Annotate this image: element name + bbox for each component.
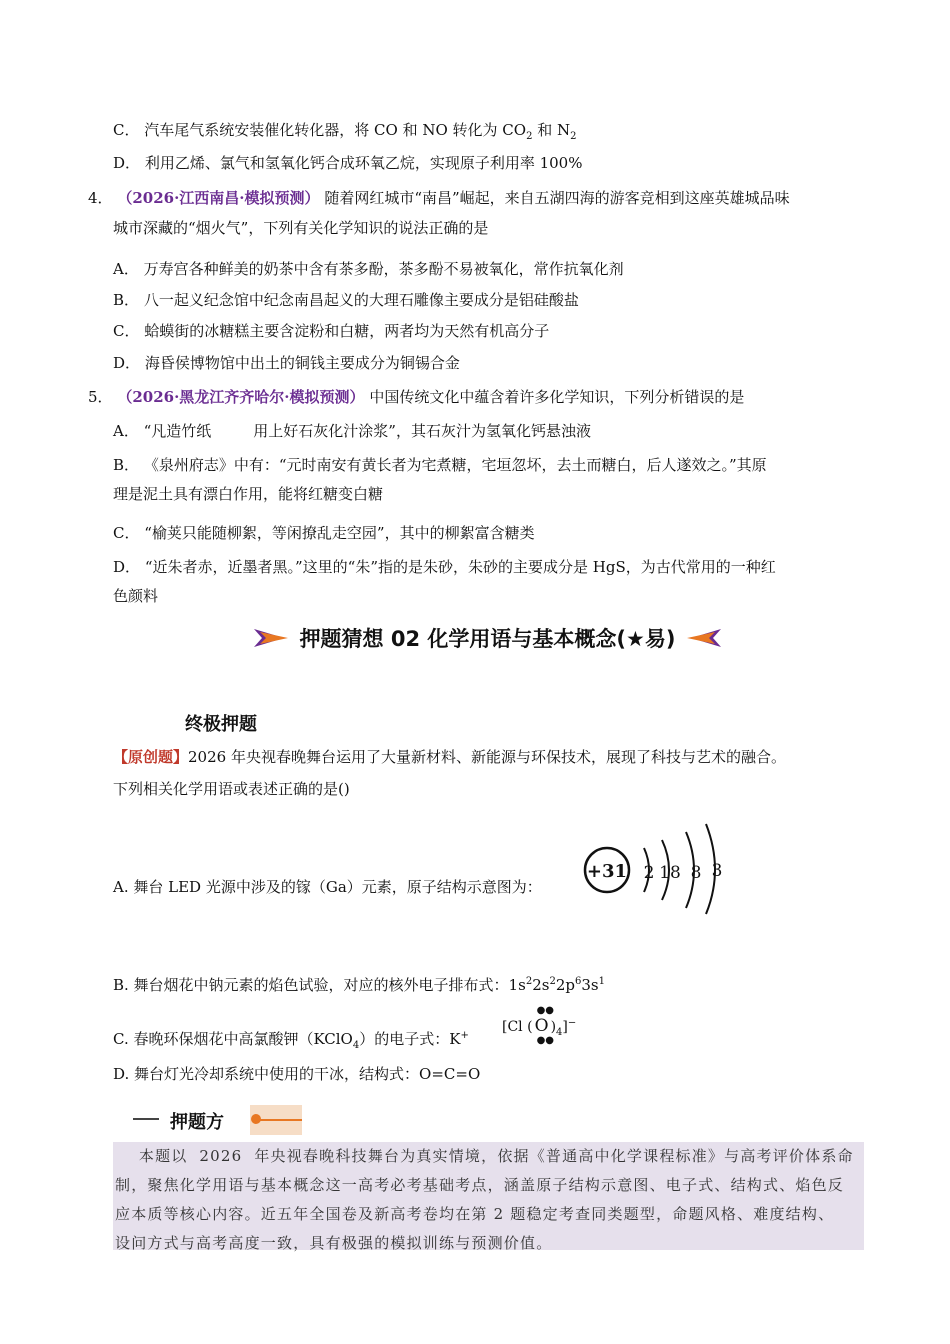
shell-electrons-3: 8 xyxy=(690,863,702,883)
section-banner xyxy=(215,622,760,654)
left-arrow-icon xyxy=(685,627,721,649)
q5-stem: 5． （2026·黑龙江齐齐哈尔·模拟预测） 中国传统文化中蕴含着许多化学知识，下列分析错误的是 xyxy=(88,388,745,406)
q4-option-a: A． 万寿宫各种鲜美的奶茶中含有茶多酚，茶多酚不易被氧化，常作抗氧化剂 xyxy=(113,260,624,278)
q5-source-tag: （2026·黑龙江齐齐哈尔·模拟预测） xyxy=(117,388,365,406)
original-option-a: A. 舞台 LED 光源中涉及的镓（Ga）元素，原子结构示意图为： xyxy=(113,878,542,896)
original-stem: 【原创题】2026 年央视春晚舞台运用了大量新材料、新能源与环保技术，展现了科技与艺术的融合。 xyxy=(113,748,786,766)
q5-option-c: C． “榆荚只能随柳絮，等闲撩乱走空园”，其中的柳絮富含糖类 xyxy=(113,524,535,542)
q4-number: 4． xyxy=(88,189,113,207)
right-arrow-icon xyxy=(254,627,290,649)
q5-number: 5． xyxy=(88,388,113,406)
heading-orange-dot xyxy=(251,1114,261,1124)
original-tag: 【原创题】 xyxy=(113,748,189,766)
original-option-d: D. 舞台灯光冷却系统中使用的干冰，结构式：O=C=O xyxy=(113,1065,481,1083)
q5-option-d-line2: 色颜料 xyxy=(113,587,159,605)
q4-stem: 4． （2026·江西南昌·模拟预测） 随着网红城市“南昌”崛起，来自五湖四海的游客竞相到这座英雄城品味 xyxy=(88,189,790,207)
lone-pair-dots-bottom: ●● xyxy=(536,1035,555,1046)
heading-orange-line xyxy=(258,1119,302,1121)
q4-option-b: B． 八一起义纪念馆中纪念南昌起义的大理石雕像主要成分是铝硅酸盐 xyxy=(113,291,579,309)
analysis-line-3: 应本质等核心内容。近五年全国卷及新高考卷均在第 2 题稳定考查同类题型，命题风格、难度结构、 xyxy=(115,1205,835,1223)
original-option-b: B. 舞台烟花中钠元素的焰色试验，对应的核外电子排布式：$1s^22s^22p^63s^1$ xyxy=(113,976,605,994)
q4-option-c: C． 蛤蟆街的冰糖糕主要含淀粉和白糖，两者均为天然有机高分子 xyxy=(113,322,550,340)
section-heading-final: 终极押题 xyxy=(185,714,257,735)
oxygen-with-dots: O ●● ●● xyxy=(534,1005,555,1046)
q3-option-d: D． 利用乙烯、氯气和氢氧化钙合成环氧乙烷，实现原子利用率 100% xyxy=(113,154,583,172)
q5-option-d: D． “近朱者赤，近墨者黑。”这里的“朱”指的是朱砂，朱砂的主要成分是 HgS，为古代常用的一种红 xyxy=(113,558,776,576)
banner-title: 押题猜想 02 化学用语与基本概念(★易) xyxy=(299,627,676,651)
analysis-line-4: 设问方式与高考高度一致，具有极强的模拟训练与预测价值。 xyxy=(115,1234,553,1252)
shell-electrons-4: 3 xyxy=(711,861,723,881)
q5-option-b: B． 《泉州府志》中有：“元时南安有黄长者为宅煮糖，宅垣忽坏，去土而糖白，后人遂效之。”其原 xyxy=(113,456,767,474)
section-heading-method-dash xyxy=(133,1118,159,1120)
original-stem-line2: 下列相关化学用语或表述正确的是() xyxy=(113,780,350,798)
atom-structure-diagram xyxy=(582,822,728,914)
section-heading-method: 押题方 xyxy=(170,1112,224,1133)
original-option-c: C. 春晚环保烟花中高氯酸钾（KClO$_4$）的电子式：K+ xyxy=(113,1030,469,1051)
lone-pair-dots-top: ●● xyxy=(536,1005,555,1016)
q5-option-a: A． “凡造竹纸 用上好石灰化汁涂浆”，其石灰汁为氢氧化钙悬浊液 xyxy=(113,422,591,440)
perchlorate-electron-formula: [Cl ( O ●● ●● )$_4]^-$ xyxy=(502,1005,577,1046)
nucleus-charge: +31 xyxy=(586,861,628,882)
shell-electrons-2: 18 xyxy=(659,863,681,883)
q3-option-c: C． 汽车尾气系统安装催化转化器，将 CO 和 NO 转化为 $CO_2$ 和 $N_2$ xyxy=(113,121,577,142)
q4-source-tag: （2026·江西南昌·模拟预测） xyxy=(117,189,320,207)
analysis-line-1: 本题以 2026 年央视春晚科技舞台为真实情境，依据《普通高中化学课程标准》与高考评价体系命 xyxy=(115,1147,854,1165)
analysis-line-2: 制，聚焦化学用语与基本概念这一高考必考基础考点，涵盖原子结构示意图、电子式、结构式、焰色反 xyxy=(115,1176,845,1194)
q4-option-d: D． 海昏侯博物馆中出土的铜钱主要成分为铜锡合金 xyxy=(113,354,460,372)
analysis-box xyxy=(113,1142,864,1250)
q5-option-b-line2: 理是泥土具有漂白作用，能将红糖变白糖 xyxy=(113,485,384,503)
q4-stem-line2: 城市深藏的“烟火气”，下列有关化学知识的说法正确的是 xyxy=(113,219,489,237)
shell-electrons-1: 2 xyxy=(643,863,655,883)
